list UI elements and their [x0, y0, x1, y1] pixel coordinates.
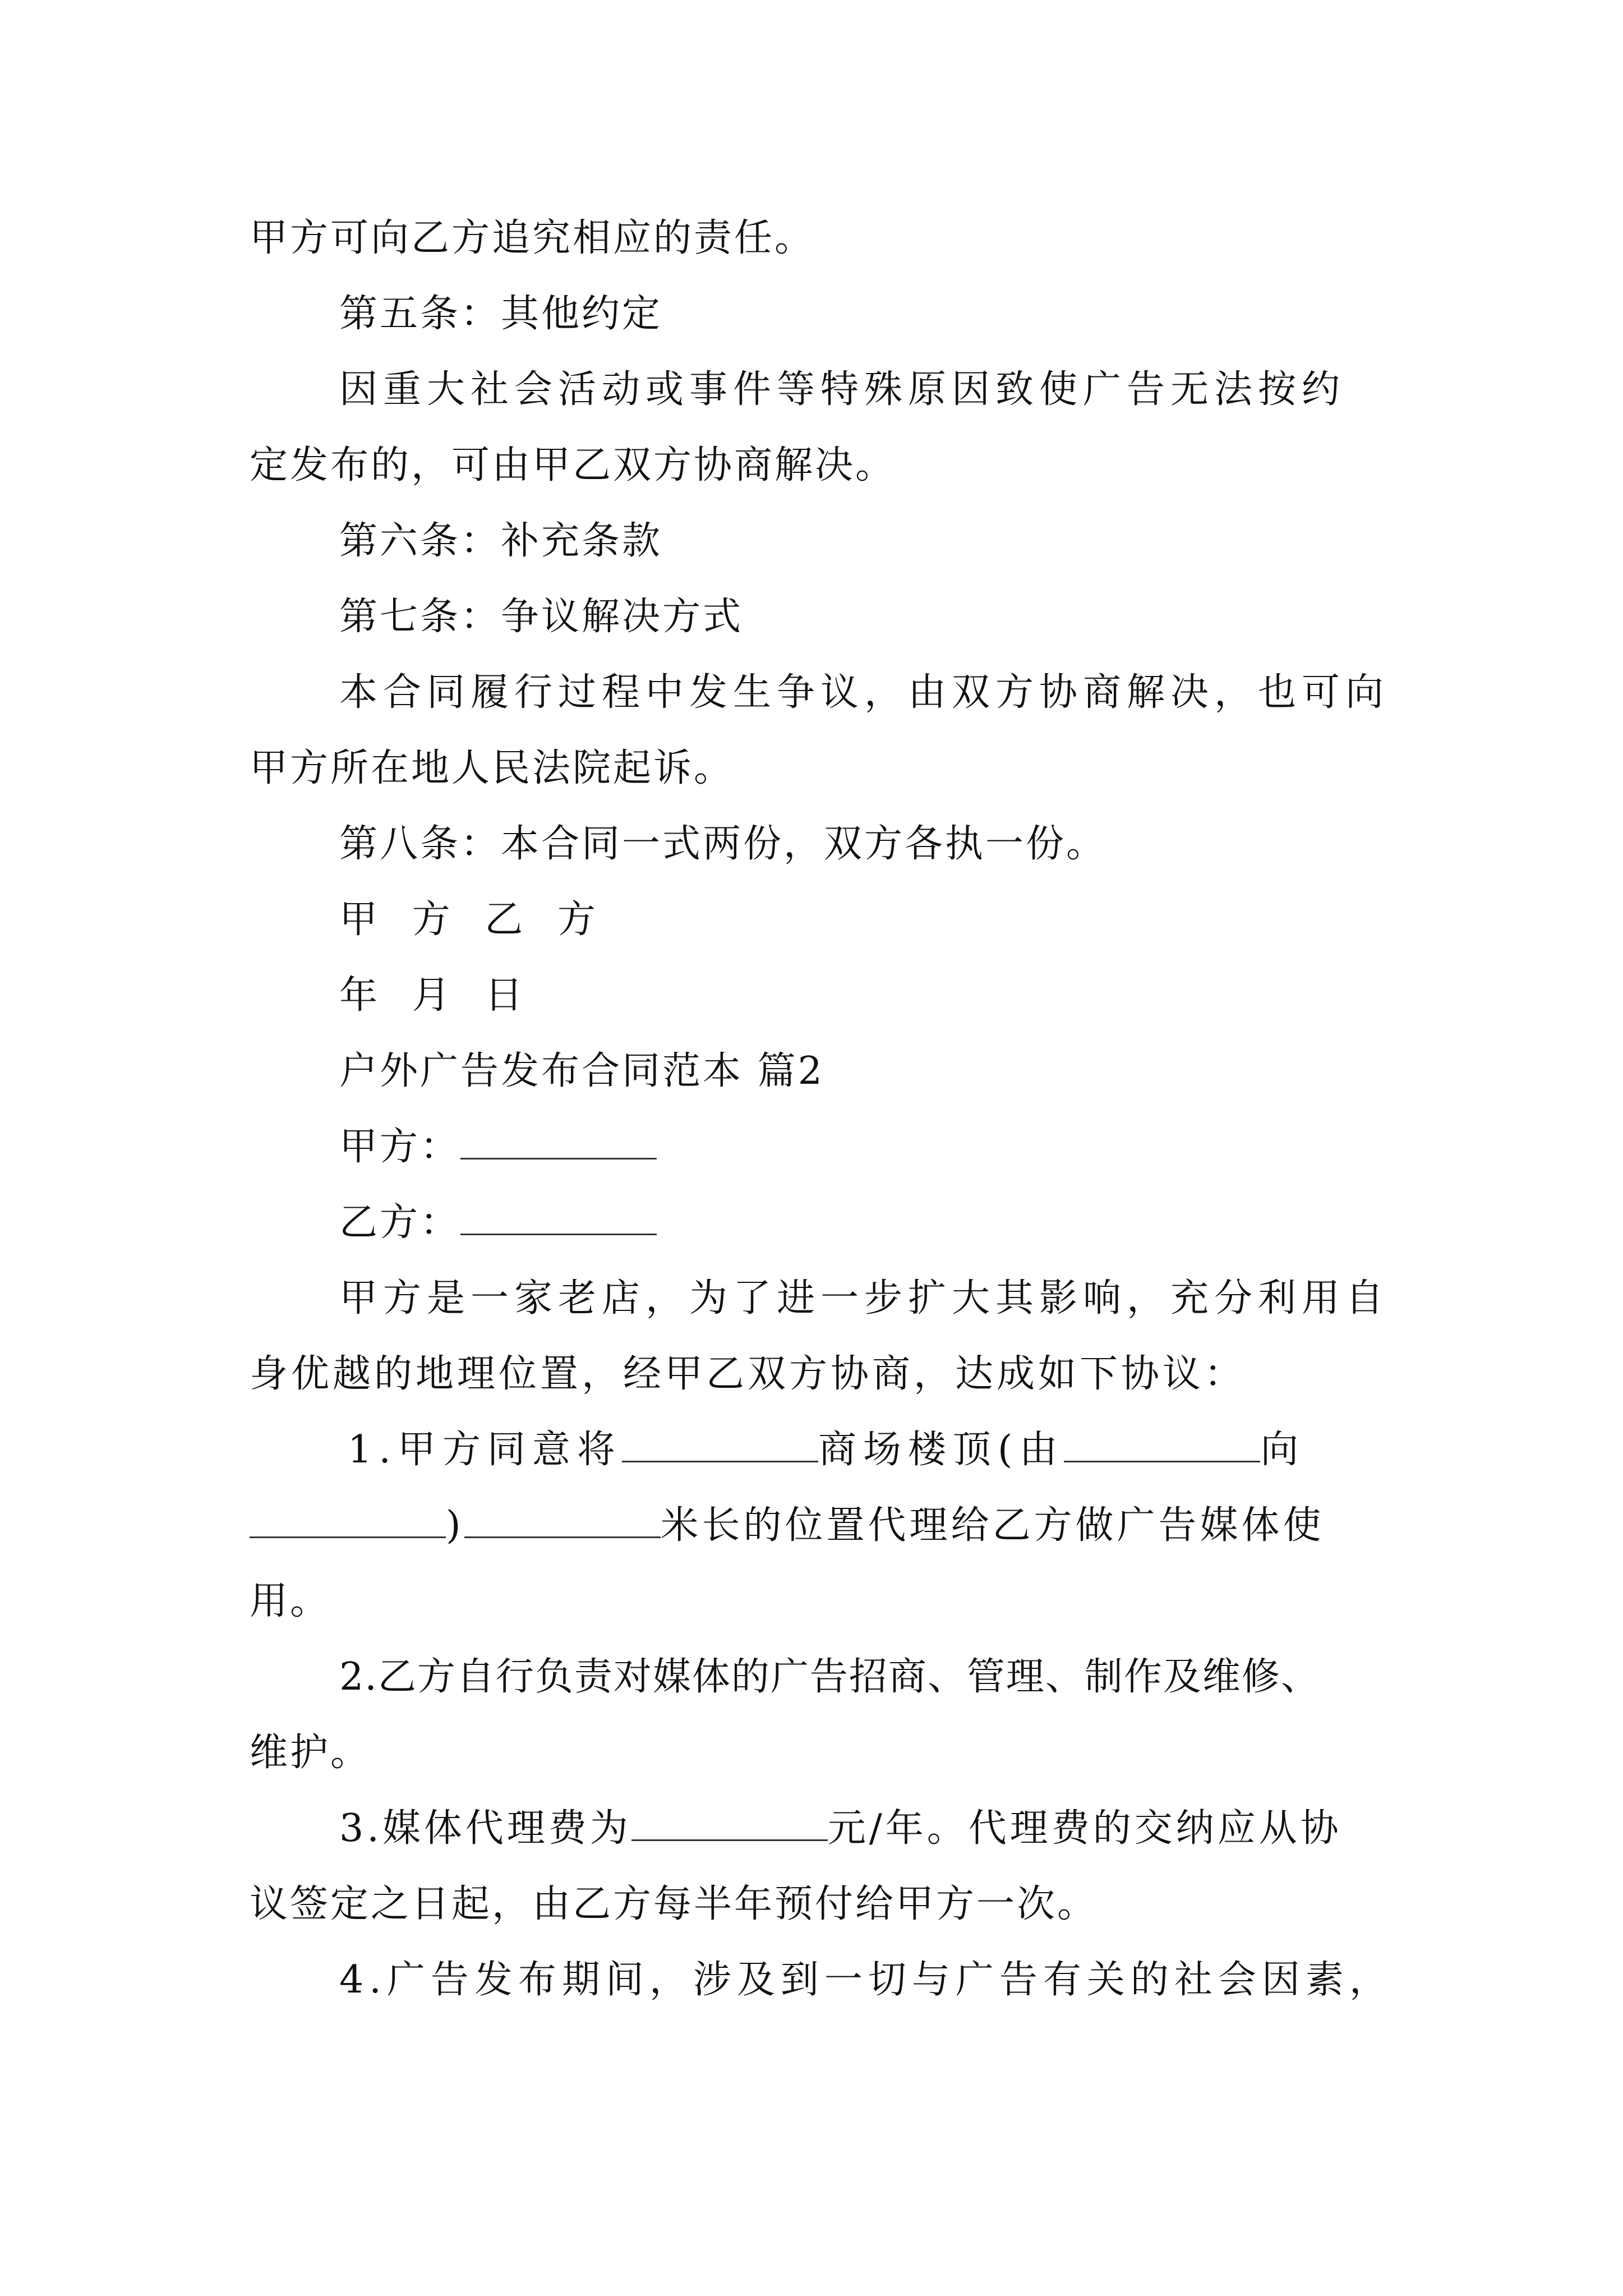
- paragraph-line: 本合同履行过程中发生争议，由双方协商解决，也可向: [339, 670, 1390, 715]
- mall-blank[interactable]: [622, 1426, 818, 1462]
- paragraph-line: 因重大社会活动或事件等特殊原因致使广告无法按约: [339, 367, 1346, 412]
- fee-blank[interactable]: [631, 1805, 828, 1841]
- paragraph-line: 甲方所在地人民法院起诉。: [250, 746, 735, 790]
- paragraph-line: 用。: [250, 1579, 331, 1623]
- clause-heading-7: 第七条：争议解决方式: [339, 595, 744, 639]
- direction-to-blank[interactable]: [250, 1502, 446, 1538]
- party-a-label: 甲方：: [339, 1125, 461, 1169]
- party-a-line: [339, 1122, 1388, 1172]
- item-1-line-2: ) 米长的位置代理给乙方做广告媒体使: [250, 1501, 1388, 1551]
- item-2-line-1: 2.乙方自行负责对媒体的广告招商、管理、制作及维修、: [339, 1655, 1320, 1699]
- party-b-label: 乙方：: [339, 1200, 461, 1245]
- item-1-line-1: 1.甲方同意将 商场楼顶(由 向: [348, 1425, 1391, 1475]
- party-a-blank[interactable]: [460, 1123, 657, 1159]
- section-title: 户外广告发布合同范本 篇2: [339, 1049, 824, 1093]
- direction-from-blank[interactable]: [1064, 1426, 1260, 1462]
- item-4-line-1: 4.广告发布期间，涉及到一切与广告有关的社会因素，: [339, 1958, 1393, 2002]
- paragraph-line: 身优越的地理位置，经甲乙双方协商，达成如下协议：: [250, 1352, 1246, 1396]
- paragraph-line: 甲方是一家老店，为了进一步扩大其影响，充分利用自: [339, 1276, 1390, 1320]
- clause-heading-8: 第八条：本合同一式两份，双方各执一份。: [339, 822, 1107, 866]
- party-b-blank[interactable]: [460, 1199, 657, 1235]
- paragraph-line: 议签定之日起，由乙方每半年预付给甲方一次。: [250, 1882, 1098, 1926]
- clause-heading-6: 第六条：补充条款: [339, 519, 663, 563]
- paragraph-line: 定发布的，可由甲乙双方协商解决。: [250, 443, 896, 487]
- signature-date: 年 月 日: [339, 973, 534, 1018]
- length-blank[interactable]: [464, 1502, 661, 1538]
- paragraph-line: 维护。: [250, 1731, 371, 1775]
- party-b-line: [339, 1198, 1388, 1248]
- clause-heading-5: 第五条：其他约定: [339, 292, 663, 336]
- item-3-line-1: 3.媒体代理费为 元/年。代理费的交纳应从协: [339, 1803, 1388, 1854]
- signature-parties: 甲 方 乙 方: [339, 898, 607, 942]
- paragraph-line: 甲方可向乙方追究相应的责任。: [250, 216, 815, 260]
